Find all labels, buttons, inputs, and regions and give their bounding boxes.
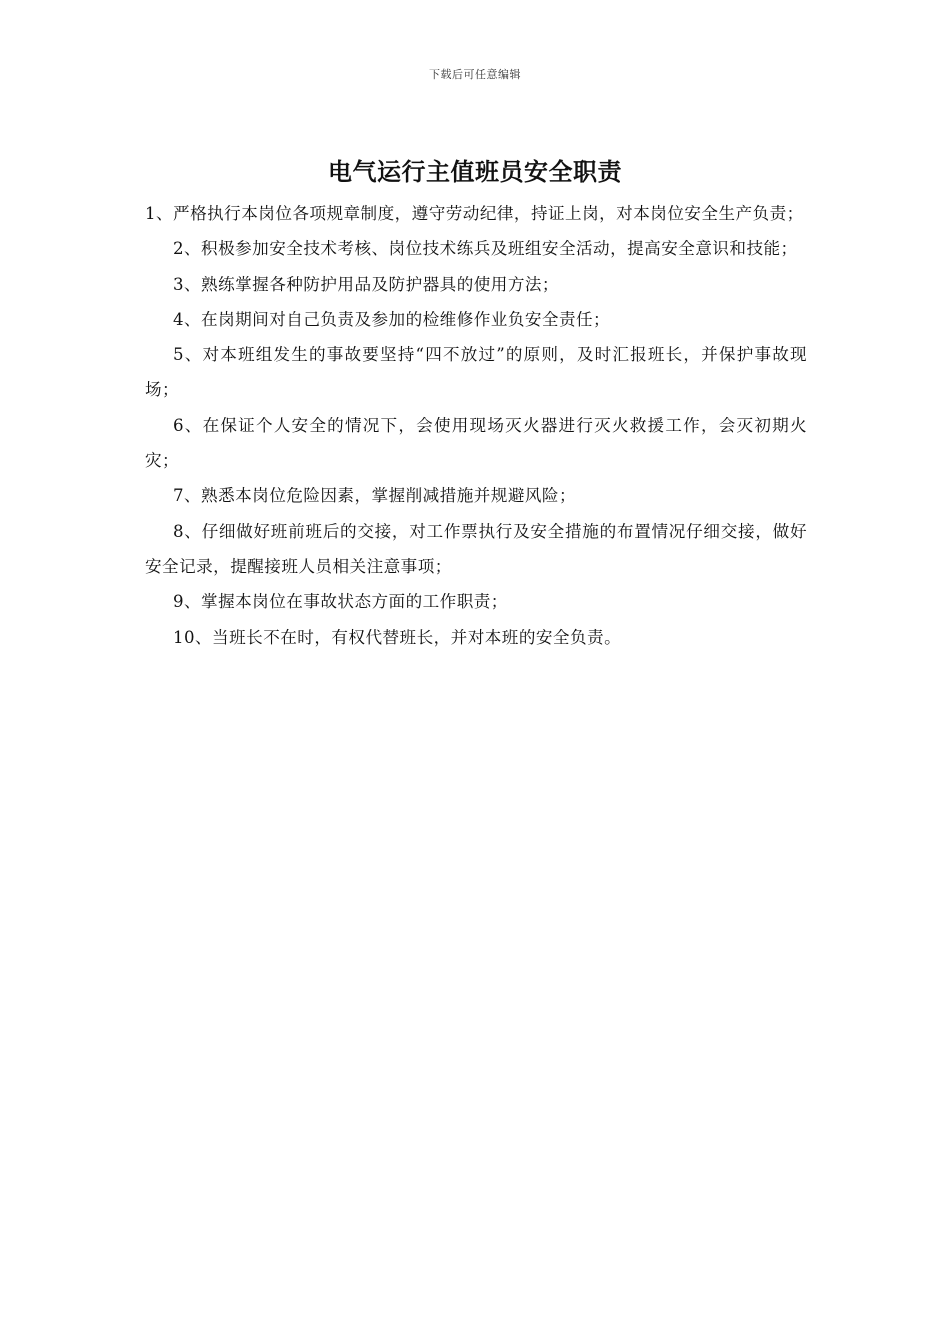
clause-1: 1、严格执行本岗位各项规章制度，遵守劳动纪律，持证上岗，对本岗位安全生产负责； (145, 204, 804, 223)
clause-3: 3、熟练掌握各种防护用品及防护器具的使用方法； (173, 274, 559, 294)
clause-10: 10、当班长不在时，有权代替班长，并对本班的安全负责。 (173, 627, 622, 647)
clause-8: 8、仔细做好班前班后的交接，对工作票执行及安全措施的布置情况仔细交接，做好安全记录，提醒接班人员相关注意事项； (145, 521, 807, 576)
clause-4: 4、在岗期间对自己负责及参加的检维修作业负安全责任； (173, 309, 611, 329)
document-title: 电气运行主值班员安全职责 (328, 157, 622, 186)
header-note: 下载后可任意编辑 (429, 68, 521, 81)
clause-6: 6、在保证个人安全的情况下，会使用现场灭火器进行灭火救援工作，会灭初期火灾； (145, 415, 807, 471)
clause-5: 5、对本班组发生的事故要坚持“四不放过”的原则，及时汇报班长，并保护事故现场； (145, 345, 807, 400)
clause-7: 7、熟悉本岗位危险因素，掌握削减措施并规避风险； (173, 486, 577, 506)
responsibility-list (145, 196, 807, 655)
clause-2: 2、积极参加安全技术考核、岗位技术练兵及班组安全活动，提高安全意识和技能； (173, 239, 798, 259)
clause-9: 9、掌握本岗位在事故状态方面的工作职责； (173, 592, 508, 612)
